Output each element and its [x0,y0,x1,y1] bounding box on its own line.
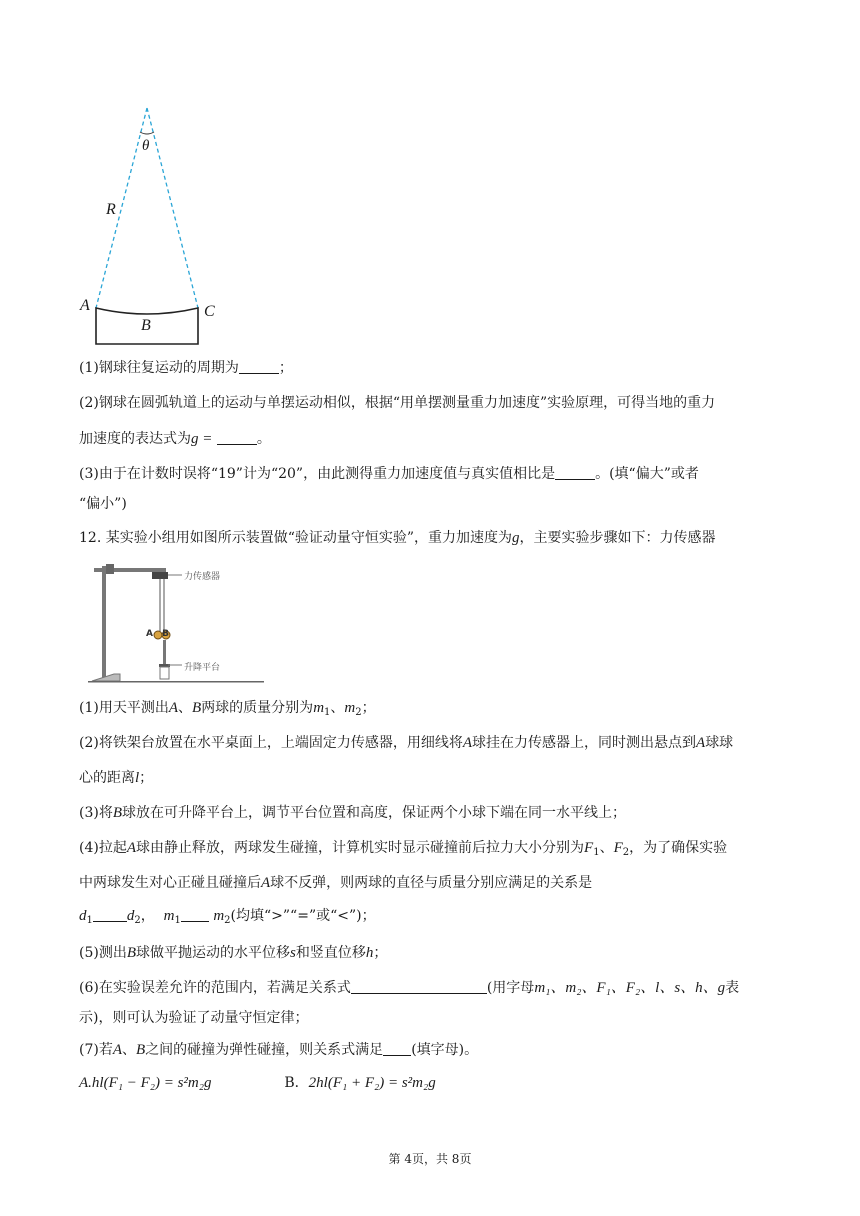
label-A: A [80,297,90,314]
answer-blank[interactable] [351,979,487,994]
label-B: B [141,317,151,334]
label-R: R [106,201,116,218]
q12-stem: 12. 某实验小组用如图所示装置做“验证动量守恒实验”，重力加速度为g，主要实验步骤如下：力传感器 [79,530,716,546]
q12-step7: (7)若A、B之间的碰撞为弹性碰撞，则关系式满足 (填字母)。 [79,1042,479,1058]
page-footer: 第 4页，共 8页 [388,1152,472,1166]
q12-step4-line1: (4)拉起A球由静止释放，两球发生碰撞，计算机实时显示碰撞前后拉力大小分别为$F_1$、$F_2$，为了确保实验 [79,840,728,858]
answer-blank[interactable] [239,359,279,374]
apparatus-figure [84,560,264,690]
q11-part1: (1)钢球往复运动的周期为 ； [79,360,293,376]
q12-options: A.hl(F₁ − F₂) = s²m₂g B．2hl(F₁ + F₂) = s²m₂g [79,1075,436,1091]
q12-step6-line2: 示)，则可认为验证了动量守恒定律； [79,1010,309,1026]
option-a[interactable]: A.hl(F₁ − F₂) = s²m₂g [79,1075,212,1091]
answer-blank[interactable] [217,430,257,445]
answer-blank[interactable] [181,907,209,922]
arc-track-figure [70,100,230,350]
label-theta: θ [142,138,150,154]
option-b[interactable]: 2hl(F₁ + F₂) = s²m₂g [308,1075,436,1091]
q12-step1: (1)用天平测出A、B两球的质量分别为$m_1$、$m_2$； [79,700,376,718]
answer-blank[interactable] [383,1041,411,1056]
q11-part2-line2: 加速度的表达式为g = 。 [79,431,271,447]
q12-step2-line2: 心的距离l； [79,770,154,786]
q11-part3-line1: (3)由于在计数时误将“19”计为“20”，由此测得重力加速度值与真实值相比是 。(填“偏大”或者 [79,466,699,482]
q12-step5: (5)测出B球做平抛运动的水平位移s和竖直位移h； [79,945,388,961]
answer-blank[interactable] [93,907,127,922]
q12-step3: (3)将B球放在可升降平台上，调节平台位置和高度，保证两个小球下端在同一水平线上； [79,805,627,821]
q12-step6-line1: (6)在实验误差允许的范围内，若满足关系式 (用字母m₁、m₂、F₁、F₂、l、s、h、g表 [79,980,740,996]
q12-step4-line2: 中两球发生对心正碰且碰撞后A球不反弹，则两球的直径与质量分别应满足的关系是 [79,875,593,891]
q12-step2-line1: (2)将铁架台放置在水平桌面上，上端固定力传感器，用细线将A球挂在力传感器上，同时测出悬点到A球球 [79,735,734,751]
ab-label: A B [146,629,172,639]
sensor-label: 力传感器 [184,572,221,582]
q12-step4-line3: $d_1$ $d_2$， $m_1$ $m_2$(均填“>”“=”或“<”)； [79,908,376,926]
q11-part2-line1: (2)钢球在圆弧轨道上的运动与单摆运动相似，根据“用单摆测量重力加速度”实验原理，可得当地的重力 [79,395,716,411]
label-C: C [204,303,215,320]
q11-part3-line2: “偏小”) [79,496,127,512]
answer-blank[interactable] [555,465,595,480]
platform-label: 升降平台 [184,663,221,673]
